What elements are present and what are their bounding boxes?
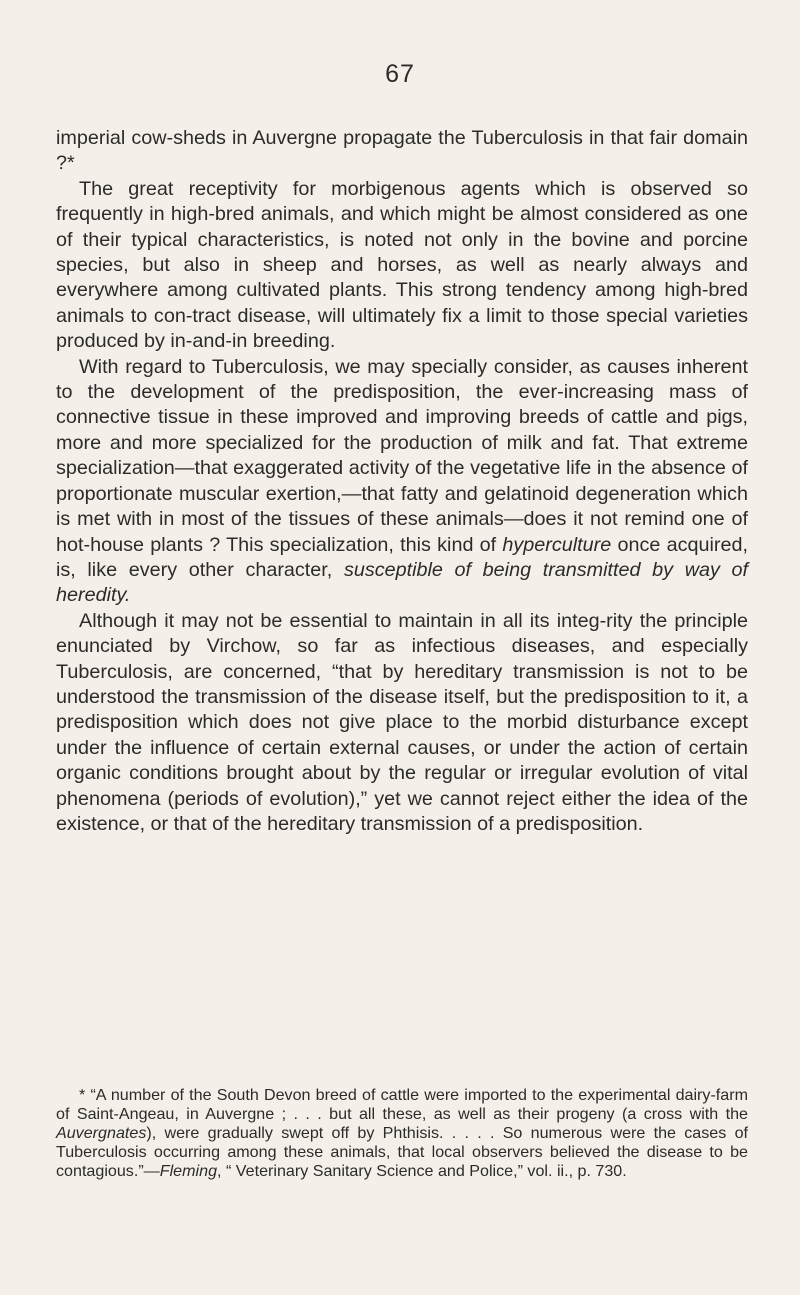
footnote-text: * “A number of the South Devon breed of cattle were imported to the experimental dairy-farm of Saint-Angeau, in Auvergne ; . . . but all these, as well as their progeny (a cross with the xyxy=(56,1086,748,1123)
footnote-italic-fleming: Fleming xyxy=(159,1162,218,1180)
body-text xyxy=(56,126,748,837)
paragraph-3 xyxy=(56,355,748,609)
footnote-paragraph xyxy=(56,1086,748,1181)
paragraph-1: imperial cow-sheds in Auvergne propagate the Tuberculosis in that fair domain ?* xyxy=(56,127,748,175)
page-number: 67 xyxy=(385,60,415,88)
footnote xyxy=(56,1086,748,1181)
paragraph-3-text: With regard to Tuberculosis, we may specially consider, as causes inherent to the development of the predisposition, the ever-increasing mass of connective tissue in these improved and improving breeds of cattle and pigs, more and more specialized for the production of milk and fat. That extreme specialization—that exaggerated activity of the vegetative life in the absence of proportionate muscular exertion,—that fatty and gelatinoid degeneration which is met with in most of the tissues of these animals—does it not remind one of hot-house plants ? This specialization, this kind of xyxy=(56,355,748,556)
paragraph-3-italic-heredity: susceptible of being transmitted by way of heredity. xyxy=(56,558,749,607)
footnote-citation: , “ Veterinary Sanitary Science and Police,” vol. ii., p. 730. xyxy=(217,1162,627,1180)
footnote-text-continued: ), were gradually swept off by Phthisis. . . . . So numerous were the cases of Tuberculosis occurring among these animals, that local observers believed the disease to be contagious.”— xyxy=(56,1124,748,1180)
paragraph-2: The great receptivity for morbigenous agents which is observed so frequently in high-bred animals, and which might be almost considered as one of their typical characteristics, is noted not only in the bovine and porcine species, but also in sheep and horses, as well as nearly always and everywhere among cultivated plants. This strong tendency among high-bred animals to con-tract disease, will ultimately fix a limit to those special varieties produced by in-and-in breeding. xyxy=(56,177,748,353)
paragraph-4: Although it may not be essential to maintain in all its integ-rity the principle enunciated by Virchow, so far as infectious diseases, and especially Tuberculosis, are concerned, “that by hereditary transmission is not to be understood the transmission of the disease itself, but the predisposition to it, a predisposition which does not give place to the morbid disturbance except under the influence of certain external causes, or under the action of certain organic conditions brought about by the regular or irregular evolution of vital phenomena (periods of evolution),” yet we cannot reject either the idea of the existence, or that of the hereditary transmission of a predisposition. xyxy=(56,609,748,835)
paragraph-3-italic-hyperculture: hyperculture xyxy=(502,533,612,556)
paragraph-3-text-continued: once acquired, is, like every other character, xyxy=(56,533,748,581)
footnote-italic-auvergnates: Auvergnates xyxy=(56,1124,147,1142)
